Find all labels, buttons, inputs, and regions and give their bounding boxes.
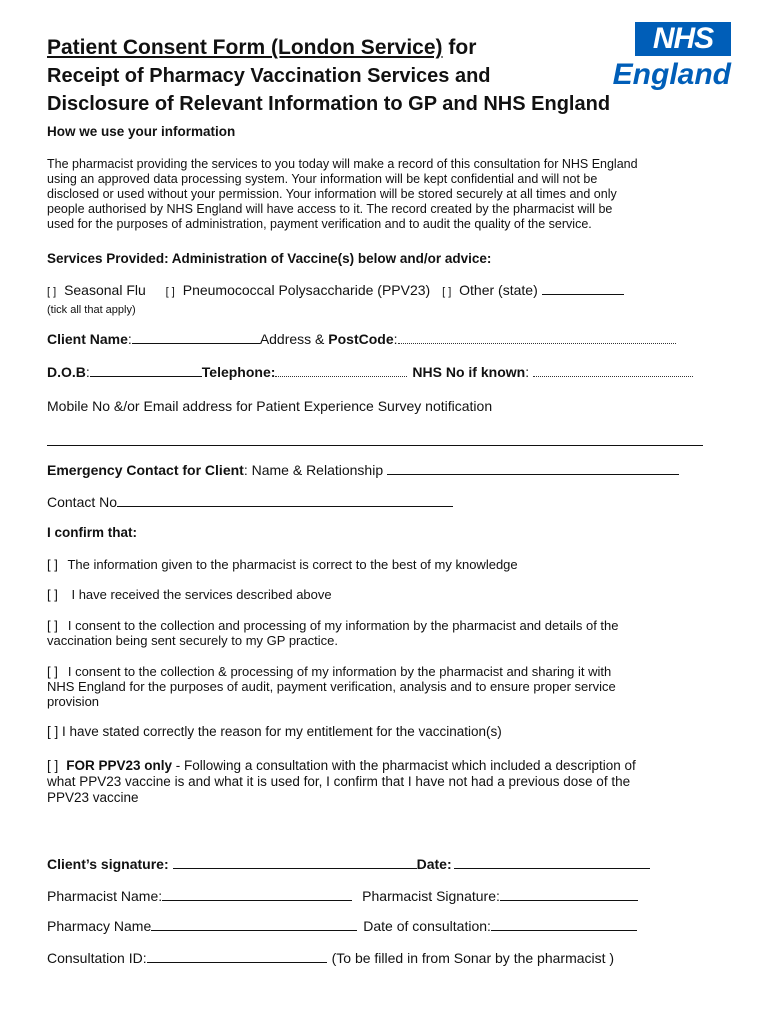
pharmacist-signature-field[interactable] [500, 888, 638, 901]
info-line: using an approved data processing system. Your information will be kept confidential and will not be [47, 172, 598, 186]
confirm-text: vaccination being sent securely to my GP practice. [47, 633, 338, 648]
mobile-email-field[interactable] [47, 445, 703, 446]
title-main: Patient Consent Form (London Service) [47, 36, 443, 59]
tick-note: (tick all that apply) [47, 304, 136, 316]
title-line-3: Disclosure of Relevant Information to GP and NHS England [47, 93, 611, 115]
consultation-date-label: Date of consultation: [363, 918, 491, 934]
client-name-row [47, 331, 676, 347]
signature-row [47, 856, 650, 872]
nhs-no-label: NHS No if known [412, 364, 526, 380]
confirm-item-4 [47, 664, 616, 709]
consultation-date-field[interactable] [491, 918, 637, 931]
emergency-field[interactable] [387, 462, 679, 475]
colon: : [525, 364, 530, 380]
confirm-text: The information given to the pharmacist is correct to the best of my knowledge [67, 557, 518, 572]
info-line: people authorised by NHS England will have access to it. The record created by the pharmacist will be [47, 202, 613, 216]
title-line-2: Receipt of Pharmacy Vaccination Services and [47, 65, 491, 87]
confirm-checkbox[interactable]: [ ] [47, 724, 59, 739]
pharmacist-name-label: Pharmacist Name: [47, 888, 163, 904]
contact-field[interactable] [117, 494, 453, 507]
confirm-text: PPV23 vaccine [47, 790, 139, 805]
services-heading: Services Provided: Administration of Vaccine(s) below and/or advice: [47, 251, 492, 266]
seasonal-flu-label: Seasonal Flu [64, 282, 146, 298]
contact-label: Contact No [47, 494, 118, 510]
confirm-item-3 [47, 618, 618, 648]
emergency-row [47, 462, 679, 478]
dob-label: D.O.B [47, 364, 86, 380]
nhs-england-logo [605, 22, 735, 94]
confirm-checkbox[interactable]: [ ] [47, 587, 58, 602]
confirm-text: - Following a consultation with the pharmacist which included a description of [172, 758, 636, 773]
info-line: disclosed or used without your permission. Your information will be stored securely at all times and only [47, 187, 617, 201]
nhs-logo-box: NHS [635, 22, 731, 56]
other-label: Other (state) [459, 282, 538, 298]
consultation-id-row [47, 950, 614, 966]
pharmacy-name-field[interactable] [151, 918, 357, 931]
other-field[interactable] [542, 282, 624, 295]
confirm-text: provision [47, 694, 100, 709]
address-field[interactable] [398, 331, 676, 344]
emergency-suffix: : Name & Relationship [243, 462, 384, 478]
pharmacist-row [47, 888, 638, 904]
confirm-heading: I confirm that: [47, 525, 137, 540]
title-suffix: for [442, 36, 477, 59]
pharmacist-signature-label: Pharmacist Signature: [362, 888, 500, 904]
confirm-item-6 [47, 758, 636, 806]
info-paragraph [47, 157, 638, 232]
info-line: used for the purposes of administration, payment verification and to audit the quality of the service. [47, 217, 592, 231]
confirm-item-5 [47, 724, 502, 739]
confirm-checkbox[interactable]: [ ] [47, 557, 58, 572]
client-name-label: Client Name [47, 331, 128, 347]
telephone-field[interactable] [275, 364, 407, 377]
confirm-checkbox[interactable]: [ ] [47, 758, 59, 773]
contact-row [47, 494, 453, 510]
colon: : [393, 331, 398, 347]
ppv23-checkbox[interactable]: [ ] [165, 286, 175, 298]
dob-row [47, 364, 693, 380]
confirm-item-1 [47, 557, 518, 572]
postcode-label: PostCode [328, 331, 394, 347]
client-name-field[interactable] [132, 331, 260, 344]
pharmacy-name-label: Pharmacy Name [47, 918, 152, 934]
info-line: The pharmacist providing the services to you today will make a record of this consultation for NHS England [47, 157, 638, 171]
nhs-no-field[interactable] [533, 364, 693, 377]
address-label: Address & [259, 331, 329, 347]
confirm-text: I have stated correctly the reason for my entitlement for the vaccination(s) [62, 724, 502, 739]
date-field[interactable] [454, 856, 650, 869]
services-options [47, 282, 624, 298]
seasonal-flu-checkbox[interactable]: [ ] [47, 286, 57, 298]
confirm-text: I consent to the collection & processing of my information by the pharmacist and sharing it with [67, 664, 612, 679]
consultation-id-note: (To be filled in from Sonar by the pharmacist ) [331, 950, 615, 966]
date-label: Date: [416, 856, 452, 872]
client-signature-field[interactable] [173, 856, 417, 869]
ppv23-label: Pneumococcal Polysaccharide (PPV23) [182, 282, 431, 298]
confirm-text: I have received the services described above [71, 587, 332, 602]
consultation-id-label: Consultation ID: [47, 950, 147, 966]
info-heading: How we use your information [47, 124, 236, 139]
confirm-item-2 [47, 587, 332, 602]
emergency-label: Emergency Contact for Client [47, 462, 244, 478]
confirm-checkbox[interactable]: [ ] [47, 664, 58, 679]
pharmacy-row [47, 918, 637, 934]
client-signature-label: Client’s signature: [47, 856, 169, 872]
confirm-text: what PPV23 vaccine is and what it is used for, I confirm that I have not had a previous dose of the [47, 774, 631, 789]
consultation-id-field[interactable] [147, 950, 327, 963]
other-checkbox[interactable]: [ ] [442, 286, 452, 298]
dob-field[interactable] [90, 364, 202, 377]
confirm-checkbox[interactable]: [ ] [47, 618, 58, 633]
nhs-logo-region: England [612, 58, 731, 91]
ppv23-only-label: FOR PPV23 only [66, 758, 173, 773]
colon: : [127, 331, 132, 347]
telephone-label: Telephone: [201, 364, 276, 380]
confirm-text: NHS England for the purposes of audit, payment verification, analysis and to ensure proper service [47, 679, 616, 694]
colon: : [85, 364, 90, 380]
mobile-label: Mobile No &/or Email address for Patient Experience Survey notification [47, 398, 493, 414]
pharmacist-name-field[interactable] [162, 888, 352, 901]
confirm-text: I consent to the collection and processing of my information by the pharmacist and details of the [67, 618, 619, 633]
